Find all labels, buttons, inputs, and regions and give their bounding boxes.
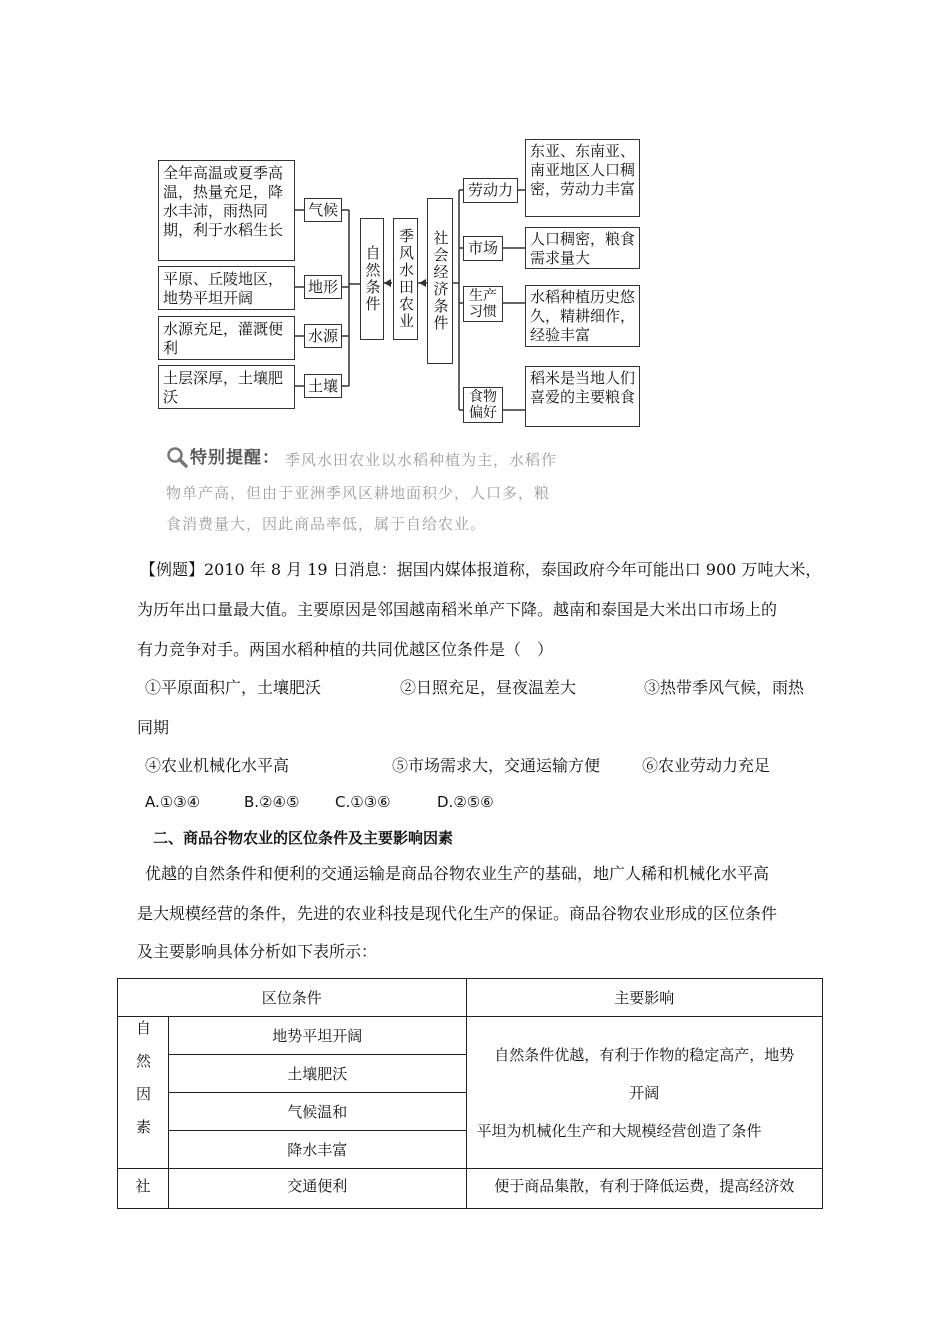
example-line-3: 有力竞争对手。两国水稻种植的共同优越区位条件是（ ） — [137, 640, 554, 659]
soil-desc: 土层深厚，土壤肥沃 — [163, 369, 284, 406]
labor-label: 劳动力 — [463, 178, 518, 203]
section-heading: 二、商品谷物农业的区位条件及主要影响因素 — [153, 829, 454, 847]
answer-a: A.①③④ — [145, 793, 201, 811]
option-4: ④农业机械化水平高 — [145, 756, 290, 775]
social-row-1: 交通便利 — [168, 1169, 466, 1209]
natural-effect-line-3: 平坦为机械化生产和大规模经营创造了条件 — [476, 1121, 762, 1140]
production-habit-label: 生产习惯 — [463, 286, 503, 322]
terrain-desc: 平原、丘陵地区，地势平坦开阔 — [163, 270, 284, 307]
example-line-2: 为历年出口量最大值。主要原因是邻国越南稻米单产下降。越南和泰国是大米出口市场上的 — [137, 600, 778, 619]
section-para-2: 是大规模经营的条件，先进的农业科技是现代化生产的保证。商品谷物农业形成的区位条件 — [137, 904, 778, 923]
example-line-1: 【例题】2010 年 8 月 19 日消息：据国内媒体报道称，泰国政府今年可能出口 900 万吨大米， — [140, 560, 822, 579]
option-3-cont: 同期 — [137, 718, 170, 737]
magnifier-icon — [166, 446, 188, 468]
location-conditions-table — [117, 978, 823, 1209]
labor-desc-box — [525, 139, 640, 217]
note-line-2: 物单产高，但由于亚洲季风区耕地面积少，人口多，粮 — [166, 484, 551, 502]
center-agriculture-title: 季风水田农业 — [393, 218, 418, 340]
section-para-3: 及主要影响具体分析如下表所示： — [137, 942, 378, 961]
natural-row-2: 土壤肥沃 — [168, 1055, 466, 1093]
section-para-1: 优越的自然条件和便利的交通运输是商品谷物农业生产的基础，地广人稀和机械化水平高 — [145, 864, 770, 883]
climate-desc-box — [158, 160, 295, 261]
water-desc: 水源充足，灌溉便利 — [163, 320, 284, 357]
market-desc: 人口稠密，粮食需求量大 — [530, 230, 636, 267]
market-desc-box — [525, 227, 640, 269]
natural-group-label: 自然因素 — [133, 1019, 152, 1152]
natural-conditions-title: 自然条件 — [360, 218, 384, 340]
terrain-label: 地形 — [304, 275, 342, 299]
option-3: ③热带季风气候，雨热 — [644, 678, 805, 697]
habit-desc: 水稻种植历史悠久，精耕细作，经验丰富 — [530, 288, 636, 344]
natural-row-4: 降水丰富 — [168, 1131, 466, 1169]
food-desc-box — [525, 366, 640, 427]
food-desc: 稻米是当地人们喜爱的主要粮食 — [530, 369, 636, 406]
terrain-desc-box — [158, 266, 295, 310]
answer-d: D.②⑤⑥ — [437, 793, 494, 811]
climate-desc: 全年高温或夏季高温，热量充足，降水丰沛，雨热同期，利于水稻生长 — [163, 164, 284, 239]
note-line-3: 食消费量大，因此商品率低，属于自给农业。 — [166, 515, 487, 533]
natural-row-3: 气候温和 — [168, 1093, 466, 1131]
note-line-1: 季风水田农业以水稻种植为主，水稻作 — [285, 451, 558, 469]
water-label: 水源 — [304, 324, 342, 348]
social-conditions-title: 社会经济条件 — [427, 198, 453, 364]
natural-effect-line-1: 自然条件优越，有利于作物的稳定高产，地势 — [494, 1045, 795, 1064]
soil-label: 土壤 — [304, 374, 342, 398]
food-preference-label: 食物偏好 — [463, 387, 503, 423]
answer-b: B.②④⑤ — [244, 793, 300, 811]
soil-desc-box — [158, 365, 295, 409]
natural-group-cell — [118, 1017, 169, 1169]
answer-c: C.①③⑥ — [335, 793, 391, 811]
natural-effect-cell — [466, 1017, 823, 1169]
option-2: ②日照充足，昼夜温差大 — [400, 678, 577, 697]
water-desc-box — [158, 316, 295, 360]
option-5: ⑤市场需求大，交通运输方便 — [392, 756, 601, 775]
diagram-connectors — [0, 0, 950, 440]
natural-effect-line-2: 开阔 — [629, 1083, 660, 1102]
habit-desc-box — [525, 285, 640, 347]
labor-desc: 东亚、东南亚、南亚地区人口稠密，劳动力丰富 — [530, 142, 636, 198]
natural-row-1: 地势平坦开阔 — [168, 1017, 466, 1055]
note-title: 特别提醒： — [190, 448, 280, 468]
social-effect-1: 便于商品集散，有利于降低运费，提高经济效 — [466, 1169, 823, 1209]
social-group-cell: 社 — [118, 1169, 169, 1209]
header-main-effects: 主要影响 — [466, 979, 823, 1017]
header-location-conditions: 区位条件 — [118, 979, 467, 1017]
market-label: 市场 — [463, 236, 503, 261]
option-1: ①平原面积广，土壤肥沃 — [145, 678, 322, 697]
option-6: ⑥农业劳动力充足 — [642, 756, 771, 775]
climate-label: 气候 — [304, 198, 342, 222]
